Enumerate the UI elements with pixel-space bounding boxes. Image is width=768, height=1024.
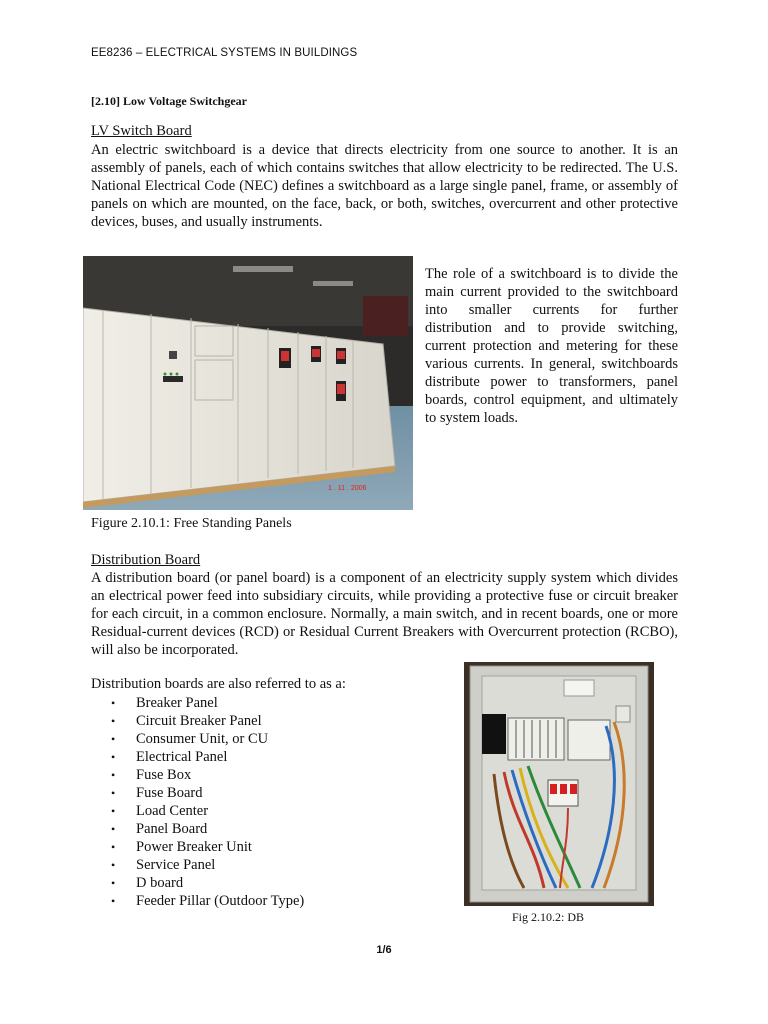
list-item: • Power Breaker Unit (111, 839, 252, 855)
figure-caption-free-standing-panels: Figure 2.10.1: Free Standing Panels (91, 516, 292, 531)
page-number: 1/6 (376, 944, 392, 956)
distribution-board-paragraph: A distribution board (or panel board) is a component of an electricity supply system which divides an electrical power feed into subsidiary circuits, while providing a protective fuse or circuit breaker for each circuit, in a common enclosure. Normally, a main switch, and in recent boards, one or more Residual-current devices (RCD) or Residual Current Breakers with Overcurrent protection (RCBO), will also be incorporated. (91, 570, 678, 658)
list-item: • Feeder Pillar (Outdoor Type) (111, 893, 305, 909)
list-item: • Breaker Panel (111, 695, 218, 711)
aka-intro: Distribution boards are also referred to as a: (91, 676, 346, 692)
list-item: • Fuse Box (111, 767, 192, 783)
list-item: • Service Panel (111, 857, 216, 873)
distribution-board-photo (464, 662, 654, 906)
figure-caption-db: Fig 2.10.2: DB (512, 910, 585, 924)
lv-switchboard-heading: LV Switch Board (91, 123, 192, 139)
list-item: • Consumer Unit, or CU (111, 731, 269, 747)
list-item: • D board (111, 875, 184, 891)
switchboard-photo (83, 256, 413, 510)
document-header: EE8236 – ELECTRICAL SYSTEMS IN BUILDINGS (91, 47, 358, 59)
photo-timestamp: 1 . 11 . 2006 (328, 485, 367, 492)
section-title: [2.10] Low Voltage Switchgear (91, 94, 247, 108)
distribution-board-heading: Distribution Board (91, 552, 201, 568)
lv-switchboard-paragraph: An electric switchboard is a device that directs electricity from one source to another. It is an assembly of panels, each of which contains switches that allow electricity to be redirected. The U.S. National Electrical Code (NEC) defines a switchboard as a large single panel, frame, or assembly of panels on which are mounted, on the face, back, or both, switches, overcurrent and other protective devices, buses, and usually instruments. (91, 142, 678, 230)
list-item: • Electrical Panel (111, 749, 228, 765)
list-item: • Circuit Breaker Panel (111, 713, 262, 729)
switchboard-role-paragraph: The role of a switchboard is to divide the main current provided to the switchboard into smaller currents for further distribution and to provide switching, current protection and metering for these various currents. In general, switchboards distribute power to transformers, panel boards, control equipment, and ultimately to system loads. (425, 266, 678, 426)
list-item: • Fuse Board (111, 785, 203, 801)
list-item: • Panel Board (111, 821, 208, 837)
list-item: • Load Center (111, 803, 209, 819)
aka-list (91, 694, 304, 910)
